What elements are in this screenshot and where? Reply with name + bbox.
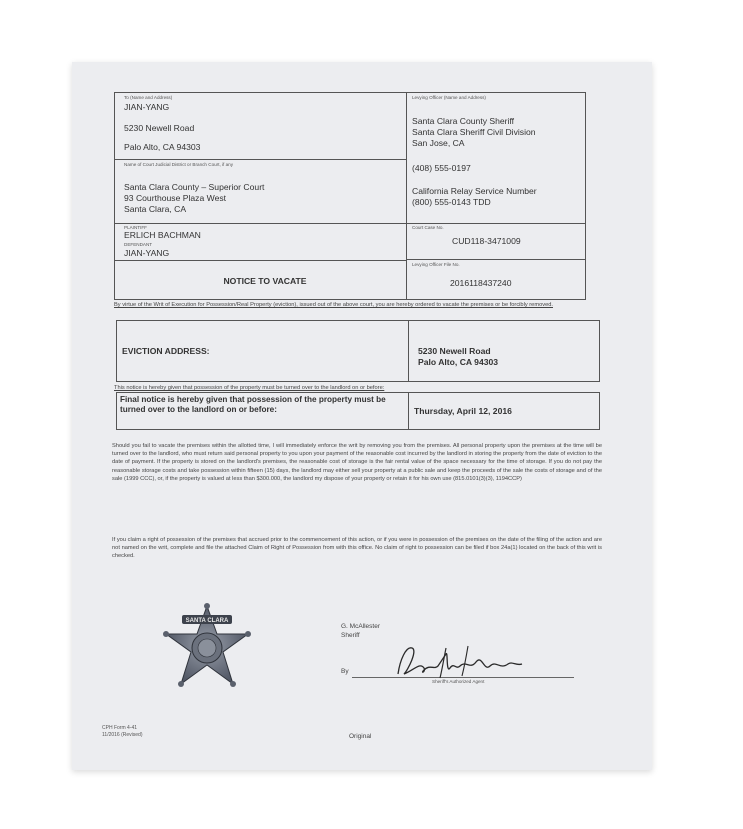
copy-label: Original	[349, 733, 372, 740]
sheriff-name: G. McAllester	[341, 623, 381, 630]
to-city: Palo Alto, CA 94303	[124, 142, 201, 152]
eviction-address-line1: 5230 Newell Road	[418, 346, 491, 356]
eviction-address-label: EVICTION ADDRESS:	[122, 346, 210, 356]
plaintiff-label: PLAINTIFF	[124, 225, 147, 230]
relay-line1: California Relay Service Number	[412, 186, 537, 196]
document-title: NOTICE TO VACATE	[223, 276, 307, 286]
badge-banner-text: SANTA CLARA	[185, 618, 229, 624]
relay-line2: (800) 555-0143 TDD	[412, 197, 491, 207]
defendant-label: DEFENDANT	[124, 242, 153, 247]
form-number: CPH Form 4-41	[102, 725, 138, 731]
plaintiff-name: ERLICH BACHMAN	[124, 230, 201, 240]
sheriff-badge-seal	[160, 602, 255, 694]
levying-line2: Santa Clara Sheriff Civil Division	[412, 127, 536, 137]
court-line2: 93 Courthouse Plaza West	[124, 193, 227, 203]
sheriff-phone: (408) 555-0197	[412, 163, 471, 173]
levying-line3: San Jose, CA	[412, 138, 465, 148]
eviction-address-line2: Palo Alto, CA 94303	[418, 357, 499, 367]
signature-sub-label: Sheriff's Authorized Agent	[432, 679, 485, 684]
sheriff-title: Sheriff	[341, 632, 360, 639]
file-number: 2016118437240	[450, 278, 512, 288]
signature-by-label: By	[341, 668, 349, 675]
levying-line1: Santa Clara County Sheriff	[412, 116, 515, 126]
handwritten-signature	[390, 640, 530, 682]
court-label: Name of Court Judicial District or Branch Court, if any	[124, 162, 234, 167]
case-label: Court Case No.	[412, 225, 444, 230]
enforcement-paragraph: Should you fail to vacate the premises within the allotted time, I will immediately enforce the writ by removing you from the premises. All personal property upon the premises at the time will be turned over to the landlord, who must return said personal property to you upon your payment of the reasonable cost incurred by the landlord in storing the property from the date of eviction to the date of payment. If the property is stored on the landlord's premises, the reasonable cost of storage is the fair rental value of the space necessary for the time of storage. If you do not pay the reasonable storage costs and take possession within fifteen (15) days, the landlord may either sell your property at a public sale and keep the proceeds of the sale the costs of storage and of the sale (1999 CCC), or, if the property is valued at less than $300.000, the landlord my dispose of your property or retain it for his own use (815.0101(3)(3), 1194CCP)	[112, 443, 602, 482]
notice-document	[72, 62, 652, 770]
final-notice-text: Final notice is hereby given that possession of the property must be turned over to the landlord on or before:	[120, 395, 386, 414]
defendant-name: JIAN-YANG	[124, 248, 170, 258]
claim-paragraph: If you claim a right of possession of the premises that accrued prior to the commencement of this action, or if you were in possession of the premises on the date of the filing of the action and are not named on the writ, complete and file the attached Claim of Right of Possession from with this office. No claim of right to possession can be filed if box 24a(1) located on the back of this writ is checked.	[112, 537, 602, 560]
file-label: Levying Officer File No.	[412, 262, 460, 267]
court-line1: Santa Clara County – Superior Court	[124, 182, 265, 192]
vacate-date: Thursday, April 12, 2016	[414, 406, 512, 416]
writ-text: By virtue of the Writ of Execution for Possession/Real Property (eviction), issued out of the above court, you are hereby ordered to vacate the premises or be forcibly removed.	[114, 302, 553, 308]
to-name: JIAN-YANG	[124, 102, 170, 112]
header-divider	[406, 92, 407, 300]
court-line3: Santa Clara, CA	[124, 204, 187, 214]
levying-label: Levying Officer (Name and Address)	[412, 95, 486, 100]
to-label: To (Name and Address)	[124, 95, 173, 100]
notice-text: This notice is hereby given that possession of the property must be turned over to the landlord on or before:	[114, 385, 385, 391]
case-number: CUD118-3471009	[452, 236, 521, 246]
form-revision: 11/2016 (Revised)	[102, 732, 143, 738]
to-street: 5230 Newell Road	[124, 123, 195, 133]
